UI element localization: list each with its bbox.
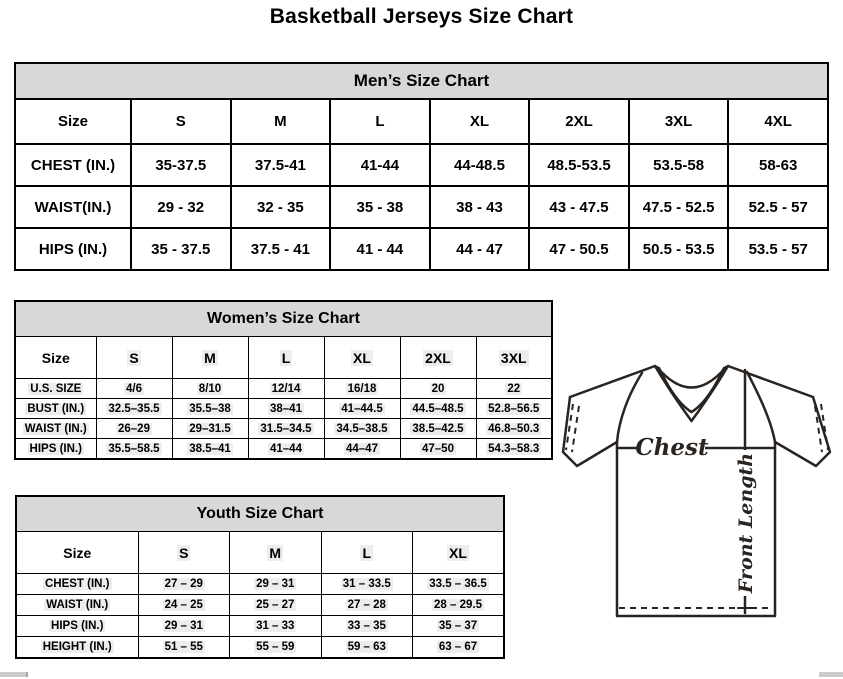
- jersey-diagram: [560, 358, 834, 626]
- col-header-cell: [324, 337, 400, 379]
- value-cell: [728, 144, 828, 186]
- col-header-cell: [248, 337, 324, 379]
- value-cell-text: 28 – 29.5: [434, 599, 482, 611]
- value-cell: [96, 439, 172, 460]
- col-header-cell: [476, 337, 552, 379]
- youth-size-chart-table: [15, 495, 505, 659]
- col-header-cell: [629, 99, 729, 144]
- col-header-cell: [413, 532, 505, 574]
- value-cell: [324, 379, 400, 399]
- value-cell: [413, 616, 505, 637]
- size-header-cell: [16, 532, 138, 574]
- col-header-cell-text: XL: [449, 544, 467, 561]
- value-cell: [629, 186, 729, 228]
- value-cell-text: 46.8–50.3: [488, 422, 540, 435]
- col-header-cell-text: 2XL: [425, 349, 451, 366]
- row-label-cell-text: HIPS (IN.): [38, 240, 108, 258]
- value-cell: [400, 419, 476, 439]
- value-cell: [231, 186, 331, 228]
- col-header-cell: [230, 532, 322, 574]
- row-label-cell-text: HEIGHT (IN.): [42, 641, 112, 653]
- value-cell: [248, 379, 324, 399]
- row-label-cell: [16, 637, 138, 659]
- value-cell-text: 37.5 - 41: [250, 240, 310, 258]
- value-cell-text: 35.5–58.5: [108, 442, 160, 455]
- value-cell-text: 38 - 43: [456, 198, 503, 216]
- value-cell-text: 44-48.5: [454, 156, 505, 174]
- front-length-label: Front Length: [735, 452, 757, 594]
- value-cell: [529, 144, 629, 186]
- row-label-cell: [15, 186, 131, 228]
- value-cell-text: 24 – 25: [164, 599, 203, 611]
- value-cell: [230, 637, 322, 659]
- value-cell: [230, 574, 322, 595]
- value-cell: [172, 399, 248, 419]
- value-cell: [231, 228, 331, 270]
- page-title: Basketball Jerseys Size Chart: [269, 5, 574, 28]
- col-header-cell-text: XL: [469, 113, 490, 130]
- value-cell-text: 41-44: [360, 156, 400, 174]
- col-header-cell-text: 4XL: [764, 113, 792, 130]
- col-header-cell-text: L: [375, 113, 385, 130]
- value-cell-text: 59 – 63: [347, 641, 386, 653]
- value-cell-text: 44–47: [346, 442, 378, 455]
- value-cell-text: 35.5–38: [189, 402, 231, 415]
- row-label-cell-text: WAIST (IN.): [24, 422, 87, 435]
- size-header-cell: [15, 99, 131, 144]
- table-row: [15, 399, 552, 419]
- table-row: [15, 439, 552, 460]
- value-cell: [330, 144, 430, 186]
- value-cell: [131, 186, 231, 228]
- table-row: [15, 228, 828, 270]
- row-label-cell: [15, 144, 131, 186]
- row-label-cell: [16, 616, 138, 637]
- chest-label: Chest: [635, 434, 709, 461]
- row-label-cell: [15, 379, 96, 399]
- row-label-cell: [15, 228, 131, 270]
- row-label-cell-text: CHEST (IN.): [44, 578, 110, 590]
- value-cell: [529, 228, 629, 270]
- col-header-cell: [728, 99, 828, 144]
- value-cell: [413, 574, 505, 595]
- size-header-cell: [15, 337, 96, 379]
- value-cell: [330, 186, 430, 228]
- value-cell: [138, 574, 230, 595]
- value-cell-text: 38.5–42.5: [412, 422, 464, 435]
- value-cell: [96, 399, 172, 419]
- value-cell-text: 25 – 27: [256, 599, 295, 611]
- value-cell: [413, 637, 505, 659]
- value-cell: [476, 379, 552, 399]
- value-cell-text: 43 - 47.5: [549, 198, 609, 216]
- row-label-cell: [16, 595, 138, 616]
- col-header-cell: [321, 532, 413, 574]
- col-header-cell-text: S: [129, 349, 139, 366]
- col-header-cell-text: 2XL: [565, 113, 593, 130]
- value-cell-text: 29–31.5: [189, 422, 231, 435]
- value-cell-text: 4/6: [126, 382, 142, 395]
- value-cell: [138, 595, 230, 616]
- col-header-cell: [172, 337, 248, 379]
- value-cell: [172, 379, 248, 399]
- value-cell: [231, 144, 331, 186]
- value-cell-text: 20: [431, 382, 445, 395]
- value-cell: [321, 574, 413, 595]
- table-row: [15, 186, 828, 228]
- value-cell-text: 48.5-53.5: [547, 156, 611, 174]
- value-cell: [248, 439, 324, 460]
- value-cell-text: 27 – 29: [164, 578, 203, 590]
- scrollbar-fragment-right[interactable]: [819, 672, 843, 677]
- value-cell-text: 35 - 37.5: [151, 240, 211, 258]
- row-label-cell: [15, 419, 96, 439]
- row-label-cell-text: U.S. SIZE: [30, 382, 82, 395]
- value-cell: [230, 595, 322, 616]
- row-label-cell-text: CHEST (IN.): [30, 156, 116, 174]
- value-cell: [324, 439, 400, 460]
- value-cell-text: 12/14: [271, 382, 301, 395]
- value-cell: [138, 637, 230, 659]
- value-cell-text: 44.5–48.5: [412, 402, 464, 415]
- col-header-cell: [400, 337, 476, 379]
- value-cell-text: 29 – 31: [164, 620, 203, 632]
- value-cell-text: 27 – 28: [347, 599, 386, 611]
- col-header-cell-text: M: [269, 544, 282, 561]
- row-label-cell-text: HIPS (IN.): [51, 620, 104, 632]
- chest-measure-label-group: [635, 434, 709, 461]
- value-cell-text: 33.5 – 36.5: [429, 578, 487, 590]
- value-cell-text: 34.5–38.5: [336, 422, 388, 435]
- value-cell: [728, 186, 828, 228]
- value-cell: [476, 399, 552, 419]
- value-cell-text: 37.5-41: [254, 156, 306, 174]
- table-title: Women’s Size Chart: [15, 301, 552, 337]
- value-cell-text: 55 – 59: [256, 641, 295, 653]
- value-cell: [172, 439, 248, 460]
- col-header-cell: [96, 337, 172, 379]
- col-header-cell-text: M: [274, 113, 287, 130]
- col-header-cell-text: 3XL: [500, 349, 527, 366]
- value-cell: [324, 399, 400, 419]
- value-cell-text: 53.5 - 57: [748, 240, 808, 258]
- value-cell: [324, 419, 400, 439]
- value-cell-text: 41–44: [270, 442, 302, 455]
- value-cell-text: 52.8–56.5: [488, 402, 540, 415]
- col-header-cell-text: M: [204, 349, 216, 366]
- value-cell: [430, 186, 530, 228]
- value-cell: [529, 186, 629, 228]
- row-label-cell-text: BUST (IN.): [27, 402, 85, 415]
- value-cell: [330, 228, 430, 270]
- table-row: [15, 419, 552, 439]
- front-length-label-group: [733, 450, 757, 596]
- col-header-cell-text: S: [179, 544, 189, 561]
- table-row: [16, 574, 504, 595]
- value-cell-text: 54.3–58.3: [488, 442, 540, 455]
- value-cell-text: 29 – 31: [256, 578, 295, 590]
- value-cell: [172, 419, 248, 439]
- row-label-cell-text: WAIST(IN.): [34, 198, 112, 216]
- value-cell-text: 51 – 55: [164, 641, 203, 653]
- col-header-cell-text: L: [362, 544, 372, 561]
- value-cell-text: 35-37.5: [155, 156, 207, 174]
- size-header-cell-text: Size: [57, 113, 88, 130]
- value-cell-text: 53.5-58: [653, 156, 705, 174]
- col-header-cell: [430, 99, 530, 144]
- value-cell: [400, 399, 476, 419]
- value-cell: [230, 616, 322, 637]
- value-cell-text: 41 - 44: [356, 240, 404, 258]
- value-cell: [629, 228, 729, 270]
- value-cell: [629, 144, 729, 186]
- value-cell: [321, 595, 413, 616]
- value-cell: [248, 399, 324, 419]
- value-cell-text: 38.5–41: [189, 442, 231, 455]
- col-header-cell-text: L: [281, 349, 291, 366]
- size-header-cell-text: Size: [41, 349, 70, 366]
- value-cell-text: 31 – 33.5: [342, 578, 391, 590]
- value-cell: [96, 419, 172, 439]
- value-cell-text: 16/18: [347, 382, 377, 395]
- col-header-cell: [138, 532, 230, 574]
- row-label-cell: [15, 439, 96, 460]
- value-cell: [476, 419, 552, 439]
- table-row: [16, 637, 504, 659]
- value-cell-text: 8/10: [198, 382, 222, 395]
- value-cell: [413, 595, 505, 616]
- row-label-cell: [15, 399, 96, 419]
- value-cell-text: 31.5–34.5: [260, 422, 312, 435]
- value-cell-text: 38–41: [270, 402, 302, 415]
- value-cell-text: 31 – 33: [256, 620, 295, 632]
- row-label-cell-text: WAIST (IN.): [46, 599, 109, 611]
- value-cell-text: 47.5 - 52.5: [642, 198, 715, 216]
- value-cell-text: 35 – 37: [438, 620, 478, 632]
- value-cell: [476, 439, 552, 460]
- value-cell: [321, 637, 413, 659]
- value-cell-text: 29 - 32: [157, 198, 205, 216]
- col-header-cell: [330, 99, 430, 144]
- col-header-cell: [131, 99, 231, 144]
- col-header-cell-text: XL: [353, 349, 371, 366]
- value-cell-text: 63 – 67: [438, 641, 478, 653]
- col-header-cell-text: S: [175, 113, 186, 130]
- scrollbar-fragment-left[interactable]: [0, 672, 28, 677]
- value-cell-text: 41–44.5: [341, 402, 383, 415]
- value-cell-text: 32.5–35.5: [108, 402, 160, 415]
- value-cell: [400, 379, 476, 399]
- value-cell-text: 47–50: [422, 442, 454, 455]
- mens-size-chart-table: [14, 62, 829, 271]
- value-cell: [138, 616, 230, 637]
- value-cell-text: 50.5 - 53.5: [642, 240, 715, 258]
- value-cell-text: 22: [507, 382, 521, 395]
- size-header-cell-text: Size: [63, 544, 92, 561]
- row-label-cell: [16, 574, 138, 595]
- table-row: [16, 616, 504, 637]
- col-header-cell-text: 3XL: [664, 113, 693, 130]
- value-cell-text: 35 - 38: [356, 198, 404, 216]
- value-cell: [248, 419, 324, 439]
- womens-size-chart-table: [14, 300, 553, 460]
- table-row: [15, 144, 828, 186]
- value-cell-text: 44 - 47: [456, 240, 503, 258]
- value-cell: [321, 616, 413, 637]
- value-cell: [131, 228, 231, 270]
- col-header-cell: [529, 99, 629, 144]
- table-row: [15, 379, 552, 399]
- value-cell: [430, 228, 530, 270]
- value-cell: [430, 144, 530, 186]
- value-cell-text: 33 – 35: [347, 620, 386, 632]
- value-cell-text: 52.5 - 57: [748, 198, 808, 216]
- col-header-cell: [231, 99, 331, 144]
- value-cell-text: 47 - 50.5: [549, 240, 609, 258]
- jersey-outline-icon: [563, 366, 830, 616]
- value-cell: [728, 228, 828, 270]
- table-row: [16, 595, 504, 616]
- value-cell-text: 58-63: [759, 156, 798, 174]
- table-title: Youth Size Chart: [16, 496, 504, 532]
- value-cell: [131, 144, 231, 186]
- value-cell-text: 26–29: [118, 422, 150, 435]
- table-title: Men’s Size Chart: [15, 63, 828, 99]
- value-cell-text: 32 - 35: [256, 198, 304, 216]
- row-label-cell-text: HIPS (IN.): [29, 442, 82, 455]
- value-cell: [400, 439, 476, 460]
- value-cell: [96, 379, 172, 399]
